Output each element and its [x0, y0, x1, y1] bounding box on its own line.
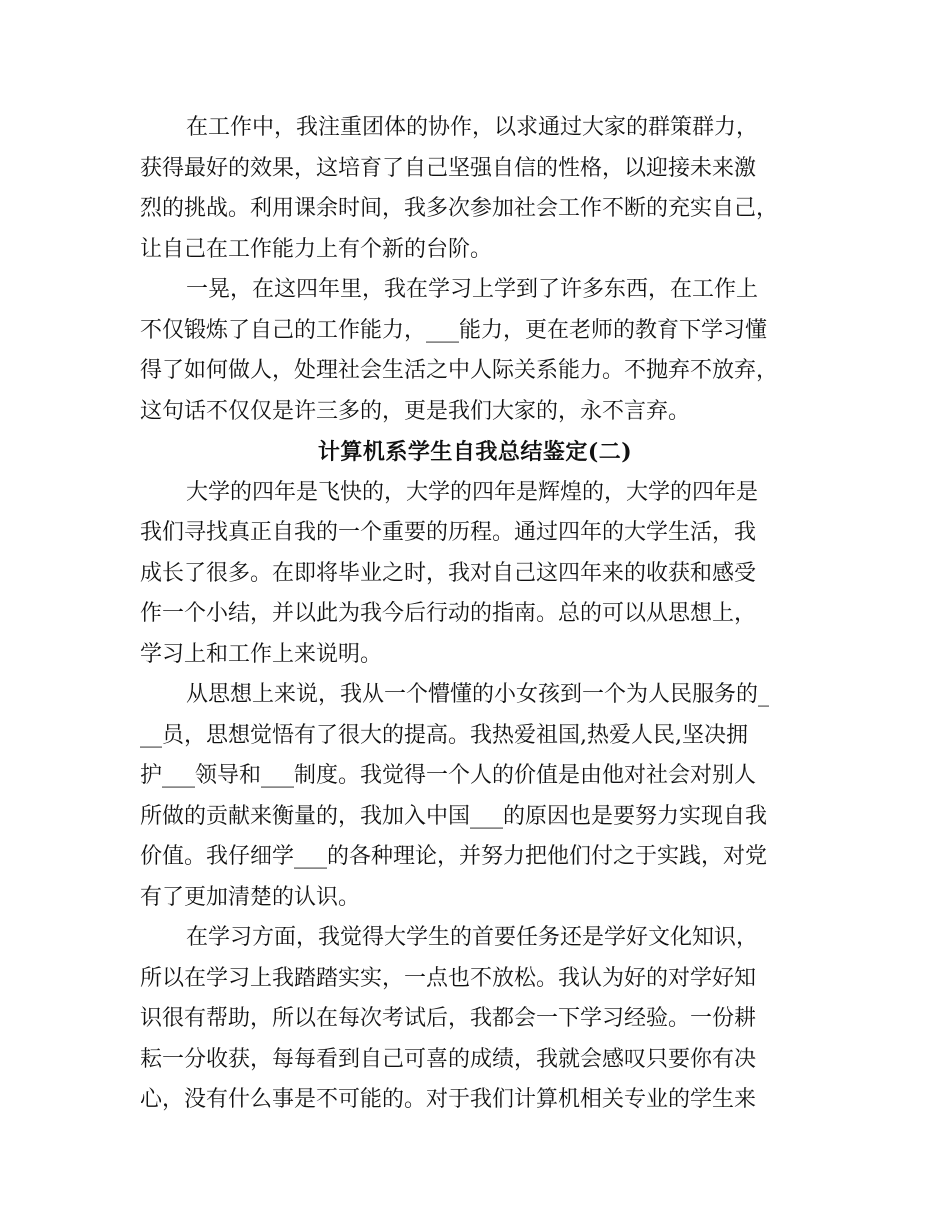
- text-line: 价值。我仔细学___的各种理论，并努力把他们付之于实践，对党: [140, 844, 768, 869]
- text-line: 耘一分收获，每每看到自己可喜的成绩，我就会感叹只要你有决: [140, 1046, 757, 1072]
- text-line: 学习上和工作上来说明。: [140, 641, 383, 667]
- text-line: 我们寻找真正自我的一个重要的历程。通过四年的大学生活，我: [140, 520, 757, 545]
- text-line: 这句话不仅仅是许三多的，更是我们大家的，永不言弃。: [140, 398, 691, 424]
- text-line: 获得最好的效果，这培育了自己坚强自信的性格，以迎接未来激: [140, 155, 757, 181]
- section-heading: 计算机系学生自我总结鉴定(二): [317, 439, 633, 465]
- text-line: 护___领导和___制度。我觉得一个人的价值是由他对社会对别人: [140, 763, 757, 788]
- paragraph-ideology: [140, 675, 810, 918]
- paragraph-teamwork: [140, 108, 810, 270]
- text-line: 成长了很多。在即将毕业之时，我对自己这四年来的收获和感受: [140, 560, 757, 586]
- paragraph-university-intro: [140, 473, 810, 676]
- text-line: 作一个小结，并以此为我今后行动的指南。总的可以从思想上，: [140, 601, 757, 626]
- text-line: 从思想上来说，我从一个懵懂的小女孩到一个为人民服务的_: [186, 682, 770, 707]
- paragraph-four-years: [140, 270, 810, 432]
- text-line: __员，思想觉悟有了很大的提高。我热爱祖国,热爱人民,坚决拥: [140, 722, 748, 748]
- text-line: 一晃，在这四年里，我在学习上学到了许多东西，在工作上: [186, 277, 759, 302]
- text-line: 不仅锻炼了自己的工作能力，___能力，更在老师的教育下学习懂: [140, 317, 768, 343]
- text-line: 有了更加清楚的认识。: [140, 884, 361, 910]
- text-line: 所做的贡献来衡量的，我加入中国___的原因也是要努力实现自我: [140, 803, 768, 829]
- text-line: 在工作中，我注重团体的协作，以求通过大家的群策群力，: [186, 115, 759, 140]
- text-line: 在学习方面，我觉得大学生的首要任务还是学好文化知识，: [186, 925, 759, 950]
- paragraph-study: [140, 918, 810, 1121]
- text-line: 所以在学习上我踏踏实实，一点也不放松。我认为好的对学好知: [140, 965, 757, 991]
- text-line: 心，没有什么事是不可能的。对于我们计算机相关专业的学生来: [140, 1087, 757, 1112]
- document-page: [140, 108, 810, 1121]
- text-line: 得了如何做人，处理社会生活之中人际关系能力。不抛弃不放弃，: [140, 358, 779, 383]
- text-line: 识很有帮助，所以在每次考试后，我都会一下学习经验。一份耕: [140, 1006, 757, 1031]
- text-line: 让自己在工作能力上有个新的台阶。: [140, 236, 493, 262]
- text-line: 烈的挑战。利用课余时间，我多次参加社会工作不断的充实自己，: [140, 196, 779, 221]
- text-line: 大学的四年是飞快的，大学的四年是辉煌的，大学的四年是: [186, 479, 759, 505]
